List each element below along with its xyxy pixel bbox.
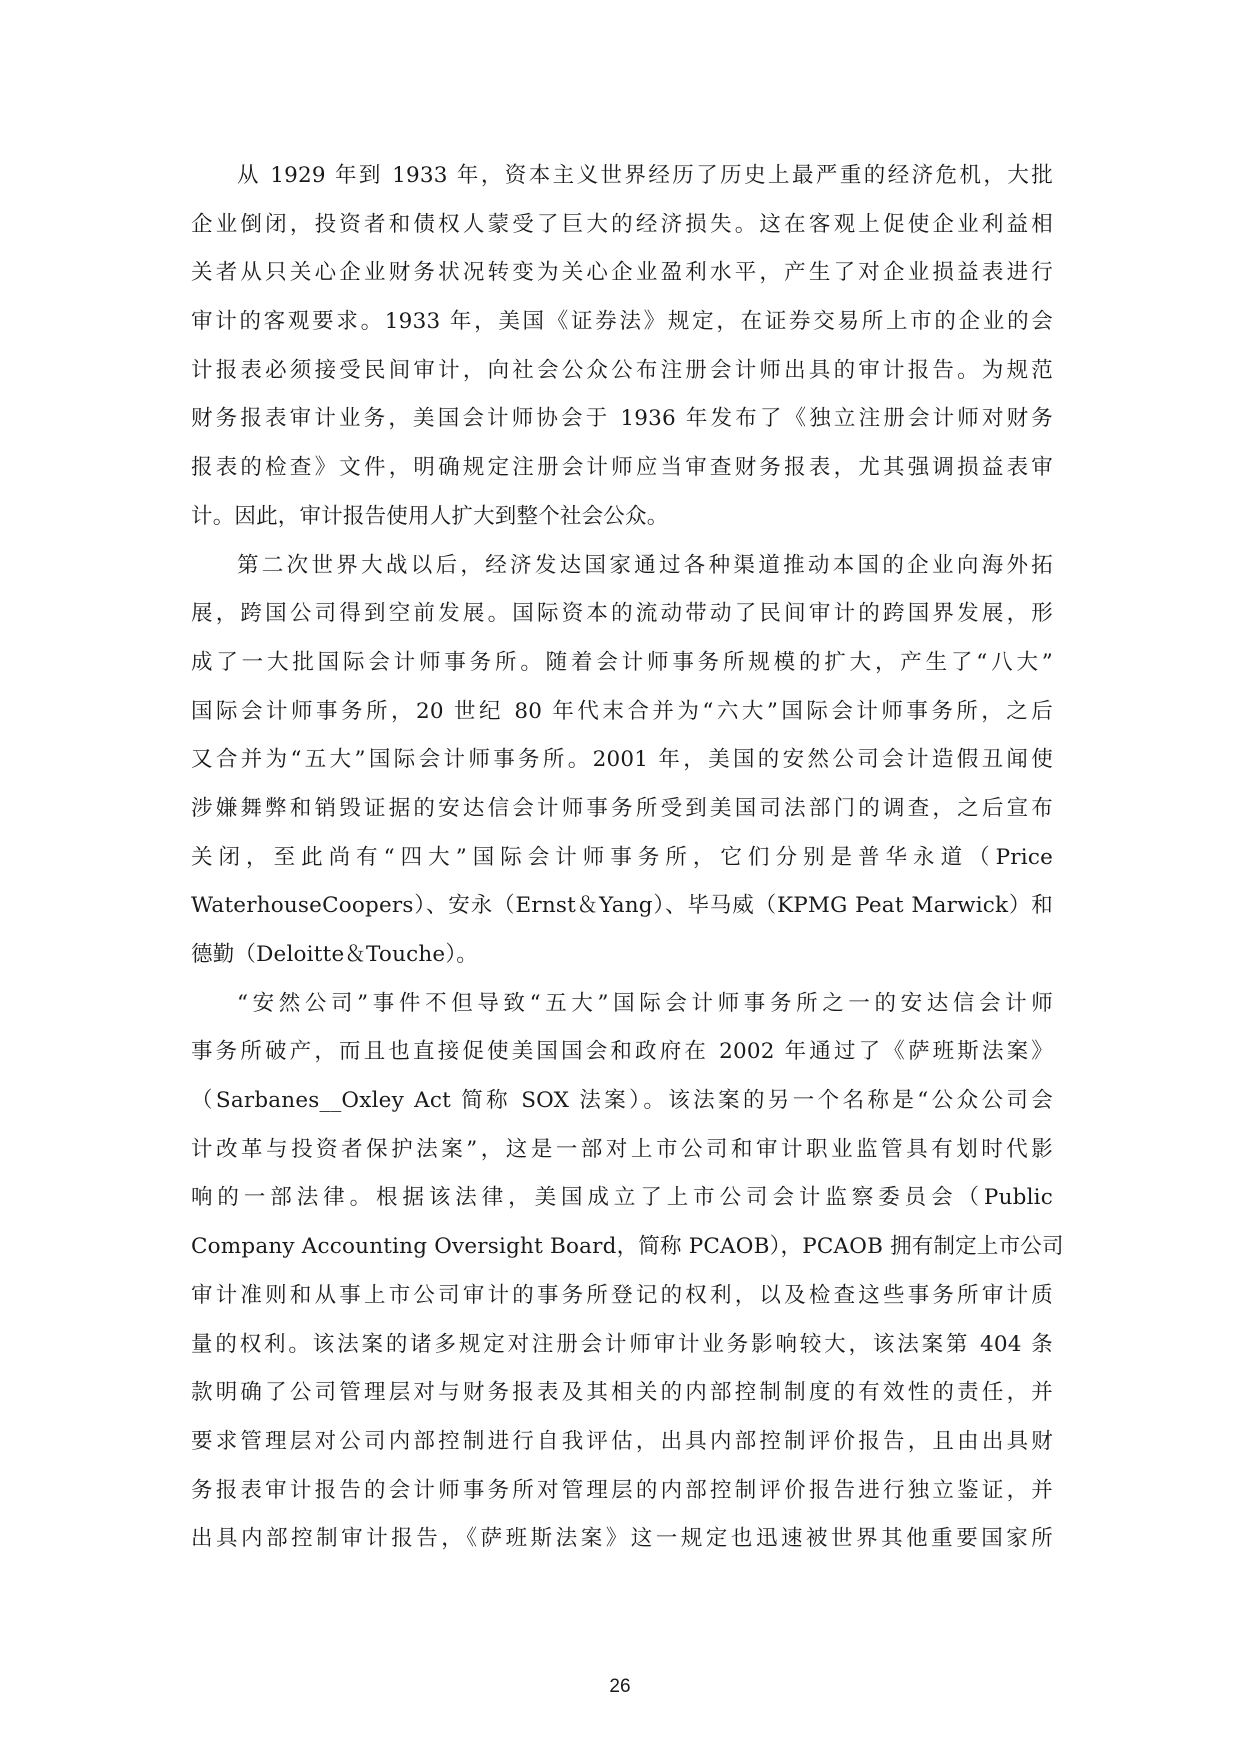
paragraph-1-line-3: 关者从只关心企业财务状况转变为关心企业盈利水平，产生了对企业损益表进行 [191,260,1053,286]
paragraph-3-line-4: 计改革与投资者保护法案”，这是一部对上市公司和审计职业监管具有划时代影 [191,1136,1053,1162]
paragraph-1-line-6: 财务报表审计业务，美国会计师协会于 1936 年发布了《独立注册会计师对财务 [191,406,1053,432]
page-number: 26 [609,1676,631,1697]
paragraph-1-line-8: 计。因此，审计报告使用人扩大到整个社会公众。 [191,503,669,529]
paragraph-2-line-1: 第二次世界大战以后，经济发达国家通过各种渠道推动本国的企业向海外拓 [237,552,1053,578]
paragraph-1-line-4: 审计的客观要求。1933 年，美国《证券法》规定，在证券交易所上市的企业的会 [191,309,1053,335]
paragraph-1-line-5: 计报表必须接受民间审计，向社会公众公布注册会计师出具的审计报告。为规范 [191,357,1053,383]
paragraph-3-line-10: 要求管理层对公司内部控制进行自我评估，出具内部控制评价报告，且由出具财 [191,1428,1053,1454]
paragraph-2-line-2: 展，跨国公司得到空前发展。国际资本的流动带动了民间审计的跨国界发展，形 [191,601,1053,627]
paragraph-2-line-3: 成了一大批国际会计师事务所。随着会计师事务所规模的扩大，产生了“八大” [191,649,1053,675]
paragraph-2-line-4: 国际会计师事务所，20 世纪 80 年代末合并为“六大”国际会计师事务所，之后 [191,698,1053,724]
paragraph-3-line-8: 量的权利。该法案的诸多规定对注册会计师审计业务影响较大，该法案第 404 条 [191,1331,1053,1357]
paragraph-2-line-7: 关闭，至此尚有“四大”国际会计师事务所，它们分别是普华永道（Price [191,844,1053,870]
paragraph-3-line-2: 事务所破产，而且也直接促使美国国会和政府在 2002 年通过了《萨班斯法案》 [191,1039,1053,1065]
paragraph-3-line-3: （Sarbanes__Oxley Act 简称 SOX 法案）。该法案的另一个名称是“公众公司会 [191,1088,1053,1114]
paragraph-2-line-9: 德勤（Deloitte＆Touche）。 [191,942,478,967]
paragraph-3-line-6: Company Accounting Oversight Board，简称 PCAOB），PCAOB 拥有制定上市公司 [191,1234,1064,1260]
paragraph-3-line-11: 务报表审计报告的会计师事务所对管理层的内部控制评价报告进行独立鉴证，并 [191,1477,1053,1503]
paragraph-3-line-5: 响的一部法律。根据该法律，美国成立了上市公司会计监察委员会（Public [191,1185,1053,1211]
paragraph-2-line-5: 又合并为“五大”国际会计师事务所。2001 年，美国的安然公司会计造假丑闻使 [191,747,1053,773]
paragraph-3-line-12: 出具内部控制审计报告，《萨班斯法案》这一规定也迅速被世界其他重要国家所 [191,1526,1053,1552]
paragraph-1-line-2: 企业倒闭，投资者和债权人蒙受了巨大的经济损失。这在客观上促使企业利益相 [191,211,1053,237]
paragraph-1-line-1: 从 1929 年到 1933 年，资本主义世界经历了历史上最严重的经济危机，大批 [237,163,1053,188]
paragraph-2-line-6: 涉嫌舞弊和销毁证据的安达信会计师事务所受到美国司法部门的调查，之后宣布 [191,795,1053,821]
paragraph-2-line-8: WaterhouseCoopers）、安永（Ernst＆Yang）、毕马威（KPMG Peat Marwick）和 [191,893,1053,919]
body-text [191,152,1064,1564]
paragraph-1-line-7: 报表的检查》文件，明确规定注册会计师应当审查财务报表，尤其强调损益表审 [191,455,1053,481]
paragraph-3-line-7: 审计准则和从事上市公司审计的事务所登记的权利，以及检查这些事务所审计质 [191,1282,1053,1308]
paragraph-3-line-9: 款明确了公司管理层对与财务报表及其相关的内部控制制度的有效性的责任，并 [191,1380,1053,1406]
paragraph-3-line-1: “安然公司”事件不但导致“五大”国际会计师事务所之一的安达信会计师 [237,990,1053,1016]
